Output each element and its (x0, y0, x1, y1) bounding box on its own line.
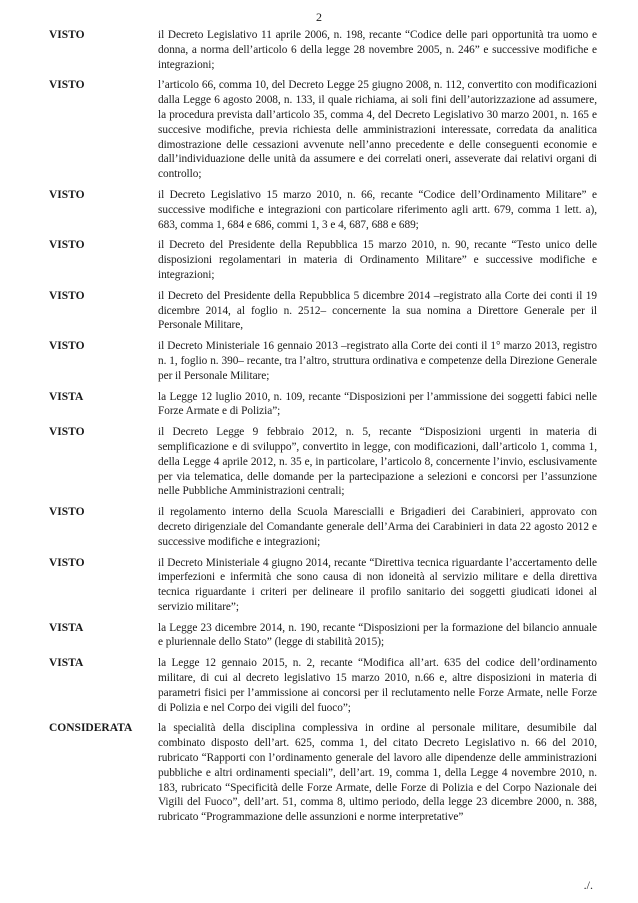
entry-text: il Decreto del Presidente della Repubblica 15 marzo 2010, n. 90, recante “Testo unico delle disposizioni regolamentari in materia di Ordinamento Militare” e successive modifiche e integrazioni; (158, 239, 597, 281)
entry-label: VISTA (49, 621, 84, 634)
entry (49, 28, 597, 72)
entry-label: VISTO (49, 506, 85, 519)
entry (49, 721, 597, 825)
entry-text: il Decreto del Presidente della Repubblica 5 dicembre 2014 –registrato alla Corte dei conti il 19 dicembre 2014, al foglio n. 2512– concernente la sua nomina a Direttore Generale per il Personale Militare, (158, 289, 597, 332)
entry-label: VISTO (49, 188, 85, 201)
entry-text: la Legge 12 luglio 2010, n. 109, recante “Disposizioni per l’ammissione dei soggetti fabici nelle Forze Armate e di Polizia”; (158, 390, 597, 418)
entry (49, 556, 597, 615)
entry (49, 621, 597, 651)
entry-text: l’articolo 66, comma 10, del Decreto Legge 25 giugno 2008, n. 112, convertito con modificazioni dalla Legge 6 agosto 2008, n. 133, il quale richiama, ai soli fini dell’autorizzazione ad assumere, la procedura prevista dall’articolo 35, comma 4, del Decreto Legislativo 30 marzo 2001, n. 165 e succesive modifiche, previa richiesta delle amministrazioni interessate, corredata da analitica dimostrazione delle cessazioni avvenute nell’anno precedente e delle conseguenti economie e dall’individuazione delle unità da assumere e dei correlati oneri, asseverate dai relativi organi di controllo; (158, 79, 597, 181)
entry (49, 289, 597, 333)
entry (49, 78, 597, 182)
entries-list (49, 28, 597, 831)
entry (49, 390, 597, 420)
page-number: 2 (316, 10, 322, 24)
entry-text: il Decreto Legislativo 11 aprile 2006, n. 198, recante “Codice delle pari opportunità tra uomo e donna, a norma dell’articolo 6 della legge 28 novembre 2005, n. 246” e successive modifiche e integrazioni; (158, 29, 597, 71)
entry-text: la Legge 12 gennaio 2015, n. 2, recante “Modifica all’art. 635 del codice dell’ordinamento militare, di cui al decreto legislativo 15 marzo 2010, n.66 e, altre disposizioni in materia di parametri fisici per l’ammissione ai concorsi per il reclutamento nelle Forze Armate, nelle Forze di Polizia e nel Corpo dei vigili del fuoco”; (158, 657, 597, 714)
entry-label: VISTO (49, 289, 85, 302)
entry (49, 656, 597, 715)
entry-label: VISTO (49, 239, 85, 252)
continuation-mark: ./. (583, 878, 593, 892)
entry-label: VISTO (49, 426, 85, 439)
entry (49, 339, 597, 383)
entry (49, 505, 597, 549)
entry-label: VISTO (49, 29, 85, 41)
entry-text: la Legge 23 dicembre 2014, n. 190, recante “Disposizioni per la formazione del bilancio annuale e pluriennale dello Stato” (legge di stabilità 2015); (158, 621, 597, 649)
entry (49, 425, 597, 499)
entry-text: il Decreto Legge 9 febbraio 2012, n. 5, recante “Disposizioni urgenti in materia di semplificazione e di sviluppo”, convertito in legge, con modificazioni, dall’articolo 1, comma 1, della Legge 4 aprile 2012, n. 35 e, in particolare, l’articolo 8, concernente l’invio, esclusivamente per via telematica, delle domande per la partecipazione a selezioni e concorsi per l’assunzione nelle Pubbliche Amministrazioni centrali; (158, 426, 597, 498)
entry-label: VISTA (49, 657, 84, 670)
entry-label: CONSIDERATA (49, 722, 133, 735)
entry (49, 238, 597, 282)
entry-text: il Decreto Ministeriale 16 gennaio 2013 –registrato alla Corte dei conti il 1° marzo 2013, registro n. 1, foglio n. 390– recante, tra l’altro, struttura ordinativa e competenze della Direzione Generale per il Personale Militare; (158, 340, 597, 382)
entry-text: la specialità della disciplina complessiva in ordine al personale militare, desumibile dal combinato disposto dell’art. 625, comma 1, del citato Decreto Legislativo n. 66 del 2010, rubricato “Rapporti con l’ordinamento generale del lavoro alle dipendenze delle amministrazioni pubbliche e altri ordinamenti speciali”, dell’art. 19, comma 1, della Legge 4 novembre 2010, n. 183, rubricato “Specificità delle Forze Armate, delle Forze di Polizia e del Corpo Nazionale dei Vigili del Fuoco”, dell’art. 51, comma 8, ultimo periodo, della legge 23 dicembre 2000, n. 388, rubricato “Programmazione delle assunzioni e norme interpretative” (158, 722, 597, 824)
entry-label: VISTO (49, 79, 85, 92)
entry-text: il Decreto Ministeriale 4 giugno 2014, recante “Direttiva tecnica riguardante l’accertamento delle imperfezioni e infermità che sono causa di non idoneità al servizio militare e della direttiva tecnica riguardante i criteri per delineare il profilo sanitario dei soggetti giudicati idonei al servizio militare”; (158, 556, 597, 613)
entry (49, 188, 597, 232)
entry-text: il Decreto Legislativo 15 marzo 2010, n. 66, recante “Codice dell’Ordinamento Militare” e successive modifiche e integrazioni con particolare riferimento agli artt. 679, comma 1 lett. a), 683, comma 1, 684 e 686, commi 1, 3 e 4, 687, 688 e 689; (158, 188, 597, 231)
entry-label: VISTO (49, 340, 85, 353)
entry-label: VISTO (49, 556, 85, 569)
entry-text: il regolamento interno della Scuola Marescialli e Brigadieri dei Carabinieri, approvato con decreto dirigenziale del Comandante generale dell’Arma dei Carabinieri in data 22 agosto 2012 e successive modifiche e integrazioni; (158, 506, 597, 548)
entry-label: VISTA (49, 390, 84, 403)
